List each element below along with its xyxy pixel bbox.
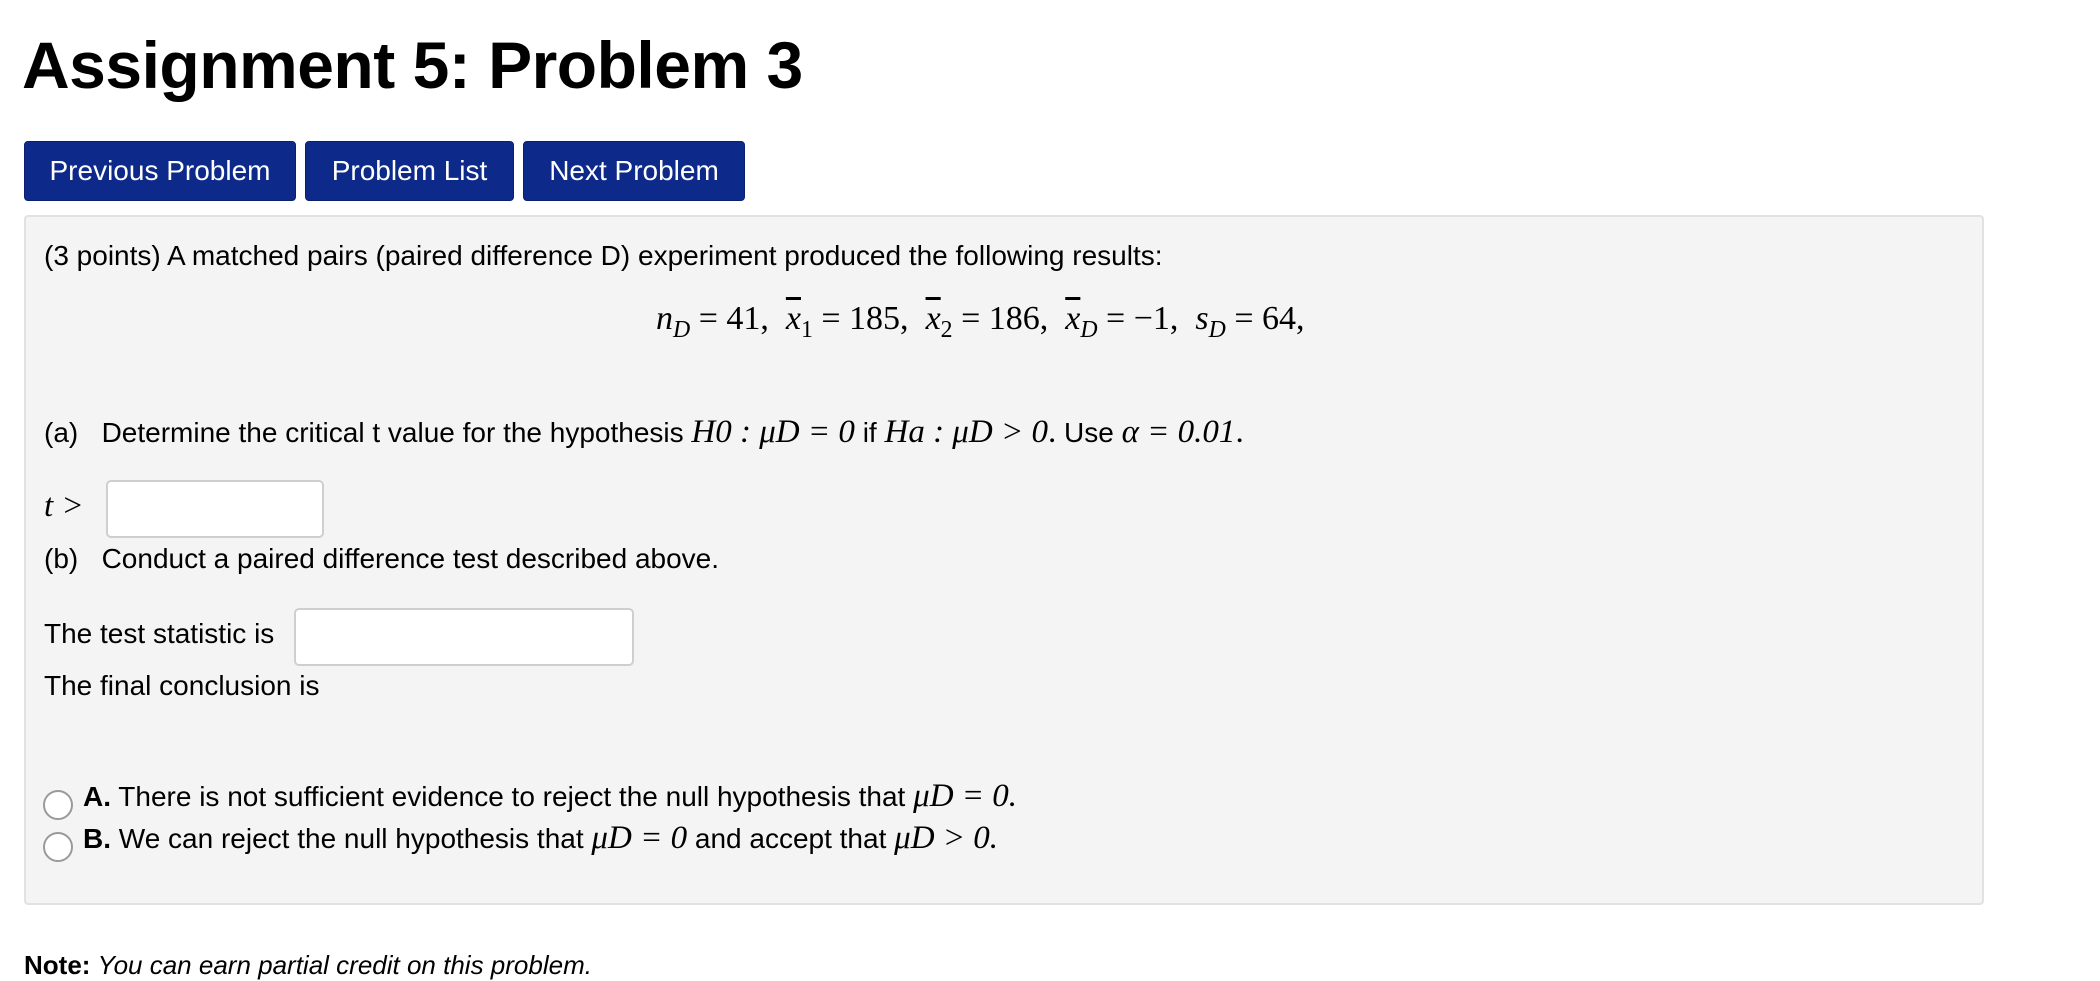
footer-note [24,950,592,981]
part-a-label: (a) [44,417,79,448]
option-b-label[interactable]: B. We can reject the null hypothesis that μD = 0 and accept that μD > 0. [83,820,999,856]
option-b-radio[interactable] [43,832,73,862]
test-statistic-label: The test statistic is [44,618,275,649]
note-label: Note: [24,950,91,980]
alpha-value: α = 0.01 [1121,414,1236,450]
conclusion-label: The final conclusion is [44,670,320,701]
test-statistic-input[interactable] [294,608,634,666]
option-a-label[interactable]: A. There is not sufficient evidence to reject the null hypothesis that μD = 0. [83,778,1018,814]
part-a-if: if [862,417,877,448]
problem-list-button[interactable]: Problem List [305,141,514,201]
t-answer-label: t > [44,488,84,524]
problem-panel [24,215,1984,905]
part-a-question: (a) Determine the critical t value for the hypothesis H0 : μD = 0 if Ha : μD > 0. Use α = 0.01. [44,414,1244,450]
part-a-use: Use [1064,417,1114,448]
next-problem-button[interactable]: Next Problem [523,141,745,201]
part-b-text: Conduct a paired difference test described above. [101,543,720,574]
null-hypothesis: H0 : μD = 0 [691,414,855,450]
option-a-radio[interactable] [43,790,73,820]
note-text: You can earn partial credit on this problem. [97,950,592,980]
part-b-question [44,542,719,576]
part-b-label: (b) [44,543,79,574]
page-title: Assignment 5: Problem 3 [22,28,803,102]
alternative-hypothesis: Ha : μD > 0 [884,414,1048,450]
part-a-text: Determine the critical t value for the hypothesis [101,417,684,448]
given-values-formula: $n_D = 41$, $\overline{x}_1 = 185$, $\overline{x}_2 = 186$, $\overline{x}_D = -1$, $s_D = 64$, [656,300,1305,343]
previous-problem-button[interactable]: Previous Problem [24,141,296,201]
t-critical-input[interactable] [106,480,324,538]
problem-intro: (3 points) A matched pairs (paired difference D) experiment produced the following results: [44,240,1163,271]
